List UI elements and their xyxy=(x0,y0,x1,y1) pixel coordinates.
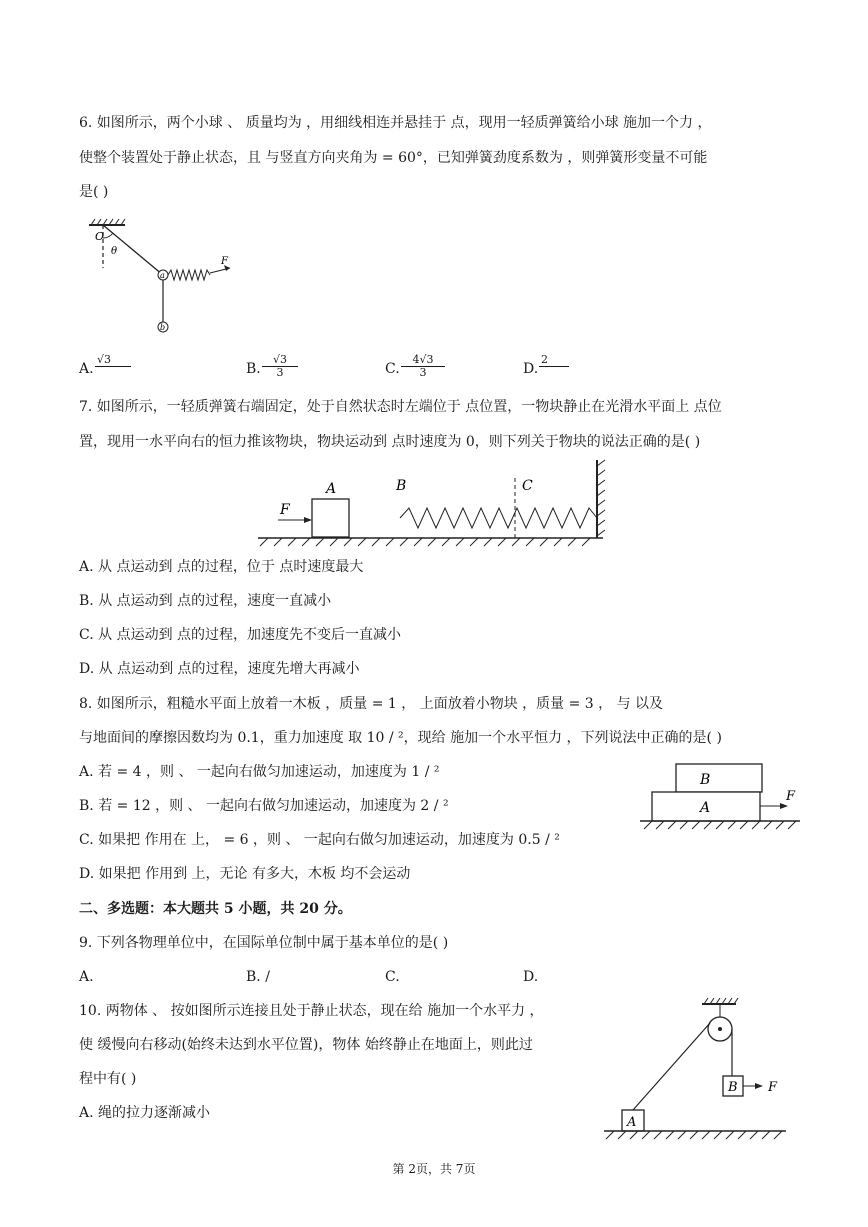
q6-label-theta: θ xyxy=(111,246,118,257)
q7-option-c: C. 从 点运动到 点的过程，加速度先不变后一直减小 xyxy=(79,627,402,643)
q7-label-b: B xyxy=(396,478,407,494)
q6-option-d-label: D. xyxy=(523,361,539,377)
q7-label-f: F xyxy=(280,502,290,518)
q8-label-f: F xyxy=(786,789,796,804)
q8-stem-line1: 8. 如图所示，粗糙水平面上放着一木板 ，质量 = 1 ， 上面放着小物块 ，质量 = 3 ， 与 以及 xyxy=(79,696,664,712)
q9-option-a: A. xyxy=(79,969,94,985)
q6-option-a-value: √3 xyxy=(95,354,131,367)
q9-option-d: D. xyxy=(523,969,539,985)
q6-option-c-label: C. xyxy=(385,361,400,377)
section-2-title: 二、多选题：本大题共 5 小题，共 20 分。 xyxy=(79,901,352,917)
q6-option-c-value: $\frac{4√3}{3}$ xyxy=(401,354,445,379)
q7-stem-line1: 7. 如图所示，一轻质弹簧右端固定，处于自然状态时左端位于 点位置，一物块静止在光滑水平面上 点位 xyxy=(79,399,722,415)
q10-label-f: F xyxy=(768,1080,778,1095)
q8-option-a: A. 若 = 4 ，则 、 一起向右做匀加速运动，加速度为 1 / ² xyxy=(79,764,440,780)
q7-label-a: A xyxy=(326,481,337,497)
q7-option-b: B. 从 点运动到 点的过程，速度一直减小 xyxy=(79,593,332,609)
q8-option-b: B. 若 = 12 ，则 、 一起向右做匀加速运动，加速度为 2 / ² xyxy=(79,798,449,814)
q9-stem: 9. 下列各物理单位中，在国际单位制中属于基本单位的是( ) xyxy=(79,935,449,951)
q6-label-b: b xyxy=(160,323,166,332)
q7-figure xyxy=(258,456,618,548)
q8-option-c: C. 如果把 作用在 上， = 6 ，则 、 一起向右做匀加速运动，加速度为 0.5 / ² xyxy=(79,832,560,848)
q10-label-a: A xyxy=(627,1115,637,1130)
q10-figure xyxy=(600,996,795,1146)
q8-label-b: B xyxy=(700,772,711,788)
q6-stem-line2: 使整个装置处于静止状态，且 与竖直方向夹角为 = 60°，已知弹簧劲度系数为 ，则弹簧形变量不可能 xyxy=(79,150,708,166)
q9-option-c: C. xyxy=(385,969,400,985)
q6-label-a: a xyxy=(160,271,165,280)
q7-label-c: C xyxy=(522,478,533,494)
q6-stem-line1: 6. 如图所示，两个小球 、 质量均为 ，用细线相连并悬挂于 点，现用一轻质弹簧给小球 施加一个力 ， xyxy=(79,115,712,131)
q8-stem-line2: 与地面间的摩擦因数均为 0.1，重力加速度 取 10 / ²，现给 施加一个水平恒力 ，下列说法中正确的是( ) xyxy=(79,730,722,746)
q6-option-b-value: $\frac{√3}{3}$ xyxy=(262,354,298,379)
q7-option-d: D. 从 点运动到 点的过程，速度先增大再减小 xyxy=(79,661,360,677)
q8-option-d: D. 如果把 作用到 上，无论 有多大，木板 均不会运动 xyxy=(79,866,411,882)
q6-option-d-value: 2 xyxy=(539,354,569,367)
q6-label-f: F xyxy=(221,256,228,267)
q6-option-a-label: A. xyxy=(79,361,94,377)
q10-stem-line2: 使 缓慢向右移动(始终未达到水平位置)，物体 始终静止在地面上，则此过 xyxy=(79,1037,533,1053)
q10-label-b: B xyxy=(728,1080,738,1095)
q10-stem-line3: 程中有( ) xyxy=(79,1071,137,1087)
page-footer: 第 2页，共 7页 xyxy=(392,1162,476,1176)
q7-stem-line2: 置，现用一水平向右的恒力推该物块，物块运动到 点时速度为 0，则下列关于物块的说法正确的是( ) xyxy=(79,434,701,450)
q8-figure xyxy=(640,760,805,835)
q9-option-b: B. / xyxy=(246,969,270,985)
q6-option-b-label: B. xyxy=(246,361,261,377)
q8-label-a: A xyxy=(700,800,711,816)
q7-option-a: A. 从 点运动到 点的过程，位于 点时速度最大 xyxy=(79,559,364,575)
q6-figure xyxy=(85,218,245,338)
q6-stem-line3: 是( ) xyxy=(79,184,109,200)
q6-label-o: O xyxy=(95,230,105,243)
q10-option-a: A. 绳的拉力逐渐减小 xyxy=(79,1105,211,1121)
q10-stem-line1: 10. 两物体 、 按如图所示连接且处于静止状态，现在给 施加一个水平力 ， xyxy=(79,1003,544,1019)
